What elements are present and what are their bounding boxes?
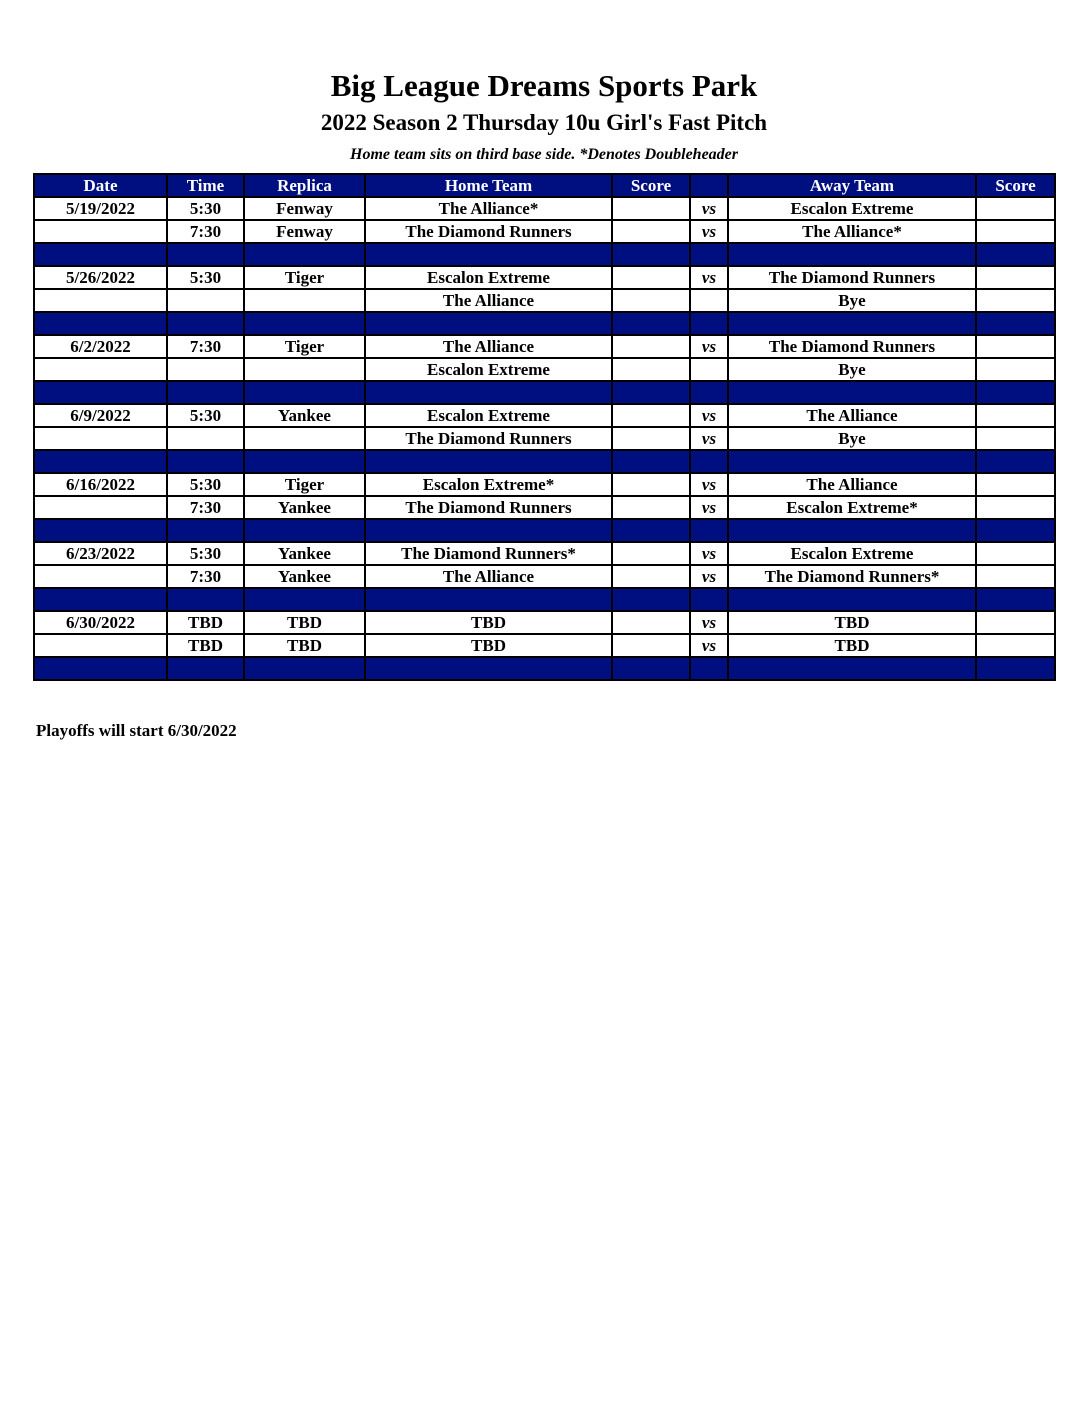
- separator-cell: [728, 588, 976, 611]
- separator-cell: [976, 312, 1055, 335]
- table-row: [34, 473, 1055, 496]
- separator-cell: [612, 519, 690, 542]
- separator-cell: [244, 588, 365, 611]
- replica-cell: TBD: [244, 611, 365, 634]
- table-row: [34, 197, 1055, 220]
- home-team-cell: TBD: [365, 634, 612, 657]
- separator-cell: [365, 657, 612, 680]
- date-cell: [34, 358, 167, 381]
- away-team-cell: The Alliance: [728, 404, 976, 427]
- schedule-body: [34, 197, 1055, 680]
- separator-cell: [244, 657, 365, 680]
- home-score-cell: [612, 542, 690, 565]
- date-cell: [34, 565, 167, 588]
- table-row: [34, 266, 1055, 289]
- table-row: [34, 358, 1055, 381]
- date-cell: 5/19/2022: [34, 197, 167, 220]
- time-cell: [167, 289, 244, 312]
- separator-cell: [976, 657, 1055, 680]
- date-cell: [34, 289, 167, 312]
- replica-cell: Yankee: [244, 404, 365, 427]
- home-score-cell: [612, 496, 690, 519]
- away-team-cell: The Diamond Runners: [728, 266, 976, 289]
- separator-cell: [690, 588, 728, 611]
- header-date: Date: [34, 174, 167, 197]
- header-vs: [690, 174, 728, 197]
- separator-cell: [976, 588, 1055, 611]
- away-team-cell: TBD: [728, 634, 976, 657]
- home-score-cell: [612, 427, 690, 450]
- separator-cell: [612, 657, 690, 680]
- vs-cell: vs: [690, 565, 728, 588]
- separator-cell: [365, 243, 612, 266]
- separator-cell: [728, 450, 976, 473]
- separator-cell: [690, 519, 728, 542]
- home-score-cell: [612, 404, 690, 427]
- home-score-cell: [612, 611, 690, 634]
- separator-cell: [690, 243, 728, 266]
- home-team-cell: Escalon Extreme*: [365, 473, 612, 496]
- header-home-score: Score: [612, 174, 690, 197]
- separator-cell: [167, 519, 244, 542]
- away-score-cell: [976, 404, 1055, 427]
- separator-cell: [244, 519, 365, 542]
- separator-cell: [690, 450, 728, 473]
- vs-cell: vs: [690, 496, 728, 519]
- separator-row: [34, 450, 1055, 473]
- date-cell: 6/23/2022: [34, 542, 167, 565]
- separator-cell: [34, 312, 167, 335]
- separator-cell: [34, 519, 167, 542]
- home-score-cell: [612, 358, 690, 381]
- table-row: [34, 335, 1055, 358]
- separator-row: [34, 588, 1055, 611]
- page-title: Big League Dreams Sports Park: [330, 68, 758, 103]
- home-team-cell: The Diamond Runners: [365, 220, 612, 243]
- separator-cell: [34, 381, 167, 404]
- vs-cell: vs: [690, 197, 728, 220]
- date-cell: [34, 220, 167, 243]
- separator-row: [34, 657, 1055, 680]
- date-cell: 5/26/2022: [34, 266, 167, 289]
- separator-cell: [612, 450, 690, 473]
- vs-cell: vs: [690, 634, 728, 657]
- separator-cell: [34, 243, 167, 266]
- away-team-cell: Bye: [728, 427, 976, 450]
- separator-cell: [244, 312, 365, 335]
- separator-cell: [728, 657, 976, 680]
- away-score-cell: [976, 473, 1055, 496]
- away-score-cell: [976, 611, 1055, 634]
- table-row: [34, 542, 1055, 565]
- away-score-cell: [976, 289, 1055, 312]
- time-cell: 5:30: [167, 473, 244, 496]
- home-team-cell: The Diamond Runners: [365, 427, 612, 450]
- separator-cell: [728, 519, 976, 542]
- separator-cell: [365, 381, 612, 404]
- separator-cell: [365, 450, 612, 473]
- vs-cell: [690, 358, 728, 381]
- home-team-cell: The Alliance: [365, 335, 612, 358]
- home-score-cell: [612, 634, 690, 657]
- separator-cell: [612, 312, 690, 335]
- separator-row: [34, 312, 1055, 335]
- home-team-cell: TBD: [365, 611, 612, 634]
- away-team-cell: TBD: [728, 611, 976, 634]
- date-cell: 6/9/2022: [34, 404, 167, 427]
- date-cell: 6/30/2022: [34, 611, 167, 634]
- playoffs-note: Playoffs will start 6/30/2022: [36, 721, 237, 740]
- away-team-cell: Escalon Extreme: [728, 542, 976, 565]
- table-row: [34, 634, 1055, 657]
- separator-cell: [612, 381, 690, 404]
- time-cell: 5:30: [167, 197, 244, 220]
- separator-row: [34, 243, 1055, 266]
- date-cell: [34, 634, 167, 657]
- home-score-cell: [612, 197, 690, 220]
- table-row: [34, 565, 1055, 588]
- page-subtitle: 2022 Season 2 Thursday 10u Girl's Fast Pitch: [320, 110, 768, 135]
- separator-cell: [244, 450, 365, 473]
- time-cell: 7:30: [167, 496, 244, 519]
- date-cell: [34, 496, 167, 519]
- separator-cell: [728, 243, 976, 266]
- replica-cell: Tiger: [244, 335, 365, 358]
- header-away-score: Score: [976, 174, 1055, 197]
- separator-cell: [976, 243, 1055, 266]
- home-team-cell: The Alliance: [365, 289, 612, 312]
- away-team-cell: Escalon Extreme*: [728, 496, 976, 519]
- time-cell: [167, 427, 244, 450]
- table-header-row: [34, 174, 1055, 197]
- separator-cell: [976, 450, 1055, 473]
- replica-cell: [244, 427, 365, 450]
- home-team-cell: Escalon Extreme: [365, 266, 612, 289]
- schedule-table: [33, 173, 1056, 681]
- time-cell: TBD: [167, 611, 244, 634]
- date-cell: 6/16/2022: [34, 473, 167, 496]
- date-cell: [34, 427, 167, 450]
- home-team-cell: The Diamond Runners: [365, 496, 612, 519]
- header-replica: Replica: [244, 174, 365, 197]
- replica-cell: Tiger: [244, 473, 365, 496]
- separator-cell: [690, 657, 728, 680]
- away-score-cell: [976, 427, 1055, 450]
- replica-cell: Fenway: [244, 197, 365, 220]
- schedule-note: Home team sits on third base side. *Denotes Doubleheader: [350, 146, 738, 163]
- away-score-cell: [976, 335, 1055, 358]
- time-cell: 7:30: [167, 335, 244, 358]
- away-score-cell: [976, 565, 1055, 588]
- vs-cell: vs: [690, 266, 728, 289]
- table-row: [34, 404, 1055, 427]
- separator-cell: [365, 588, 612, 611]
- away-score-cell: [976, 220, 1055, 243]
- vs-cell: vs: [690, 473, 728, 496]
- separator-cell: [612, 243, 690, 266]
- vs-cell: [690, 289, 728, 312]
- home-score-cell: [612, 473, 690, 496]
- vs-cell: vs: [690, 335, 728, 358]
- home-score-cell: [612, 335, 690, 358]
- away-team-cell: The Diamond Runners: [728, 335, 976, 358]
- home-team-cell: The Alliance*: [365, 197, 612, 220]
- separator-cell: [690, 381, 728, 404]
- home-score-cell: [612, 266, 690, 289]
- time-cell: TBD: [167, 634, 244, 657]
- separator-cell: [244, 381, 365, 404]
- replica-cell: TBD: [244, 634, 365, 657]
- separator-cell: [167, 312, 244, 335]
- vs-cell: vs: [690, 611, 728, 634]
- away-team-cell: Bye: [728, 358, 976, 381]
- time-cell: 7:30: [167, 220, 244, 243]
- separator-cell: [365, 312, 612, 335]
- vs-cell: vs: [690, 542, 728, 565]
- home-team-cell: Escalon Extreme: [365, 404, 612, 427]
- home-team-cell: The Diamond Runners*: [365, 542, 612, 565]
- replica-cell: Yankee: [244, 565, 365, 588]
- separator-row: [34, 519, 1055, 542]
- separator-cell: [728, 381, 976, 404]
- vs-cell: vs: [690, 220, 728, 243]
- table-row: [34, 611, 1055, 634]
- header-home-team: Home Team: [365, 174, 612, 197]
- separator-cell: [34, 450, 167, 473]
- replica-cell: [244, 358, 365, 381]
- away-score-cell: [976, 542, 1055, 565]
- away-score-cell: [976, 634, 1055, 657]
- separator-row: [34, 381, 1055, 404]
- vs-cell: vs: [690, 427, 728, 450]
- separator-cell: [167, 450, 244, 473]
- away-score-cell: [976, 266, 1055, 289]
- vs-cell: vs: [690, 404, 728, 427]
- away-team-cell: Bye: [728, 289, 976, 312]
- away-team-cell: Escalon Extreme: [728, 197, 976, 220]
- away-team-cell: The Alliance*: [728, 220, 976, 243]
- home-score-cell: [612, 220, 690, 243]
- time-cell: [167, 358, 244, 381]
- separator-cell: [167, 243, 244, 266]
- header-time: Time: [167, 174, 244, 197]
- away-score-cell: [976, 496, 1055, 519]
- replica-cell: Tiger: [244, 266, 365, 289]
- table-row: [34, 427, 1055, 450]
- separator-cell: [690, 312, 728, 335]
- replica-cell: Yankee: [244, 496, 365, 519]
- away-team-cell: The Diamond Runners*: [728, 565, 976, 588]
- time-cell: 5:30: [167, 266, 244, 289]
- separator-cell: [34, 588, 167, 611]
- home-score-cell: [612, 289, 690, 312]
- date-cell: 6/2/2022: [34, 335, 167, 358]
- separator-cell: [976, 381, 1055, 404]
- separator-cell: [167, 657, 244, 680]
- table-row: [34, 220, 1055, 243]
- table-row: [34, 496, 1055, 519]
- home-team-cell: Escalon Extreme: [365, 358, 612, 381]
- separator-cell: [728, 312, 976, 335]
- separator-cell: [167, 588, 244, 611]
- time-cell: 5:30: [167, 404, 244, 427]
- time-cell: 7:30: [167, 565, 244, 588]
- home-score-cell: [612, 565, 690, 588]
- away-score-cell: [976, 197, 1055, 220]
- home-team-cell: The Alliance: [365, 565, 612, 588]
- header-away-team: Away Team: [728, 174, 976, 197]
- separator-cell: [612, 588, 690, 611]
- separator-cell: [244, 243, 365, 266]
- away-score-cell: [976, 358, 1055, 381]
- replica-cell: Yankee: [244, 542, 365, 565]
- time-cell: 5:30: [167, 542, 244, 565]
- separator-cell: [34, 657, 167, 680]
- replica-cell: Fenway: [244, 220, 365, 243]
- table-row: [34, 289, 1055, 312]
- away-team-cell: The Alliance: [728, 473, 976, 496]
- separator-cell: [976, 519, 1055, 542]
- replica-cell: [244, 289, 365, 312]
- separator-cell: [365, 519, 612, 542]
- separator-cell: [167, 381, 244, 404]
